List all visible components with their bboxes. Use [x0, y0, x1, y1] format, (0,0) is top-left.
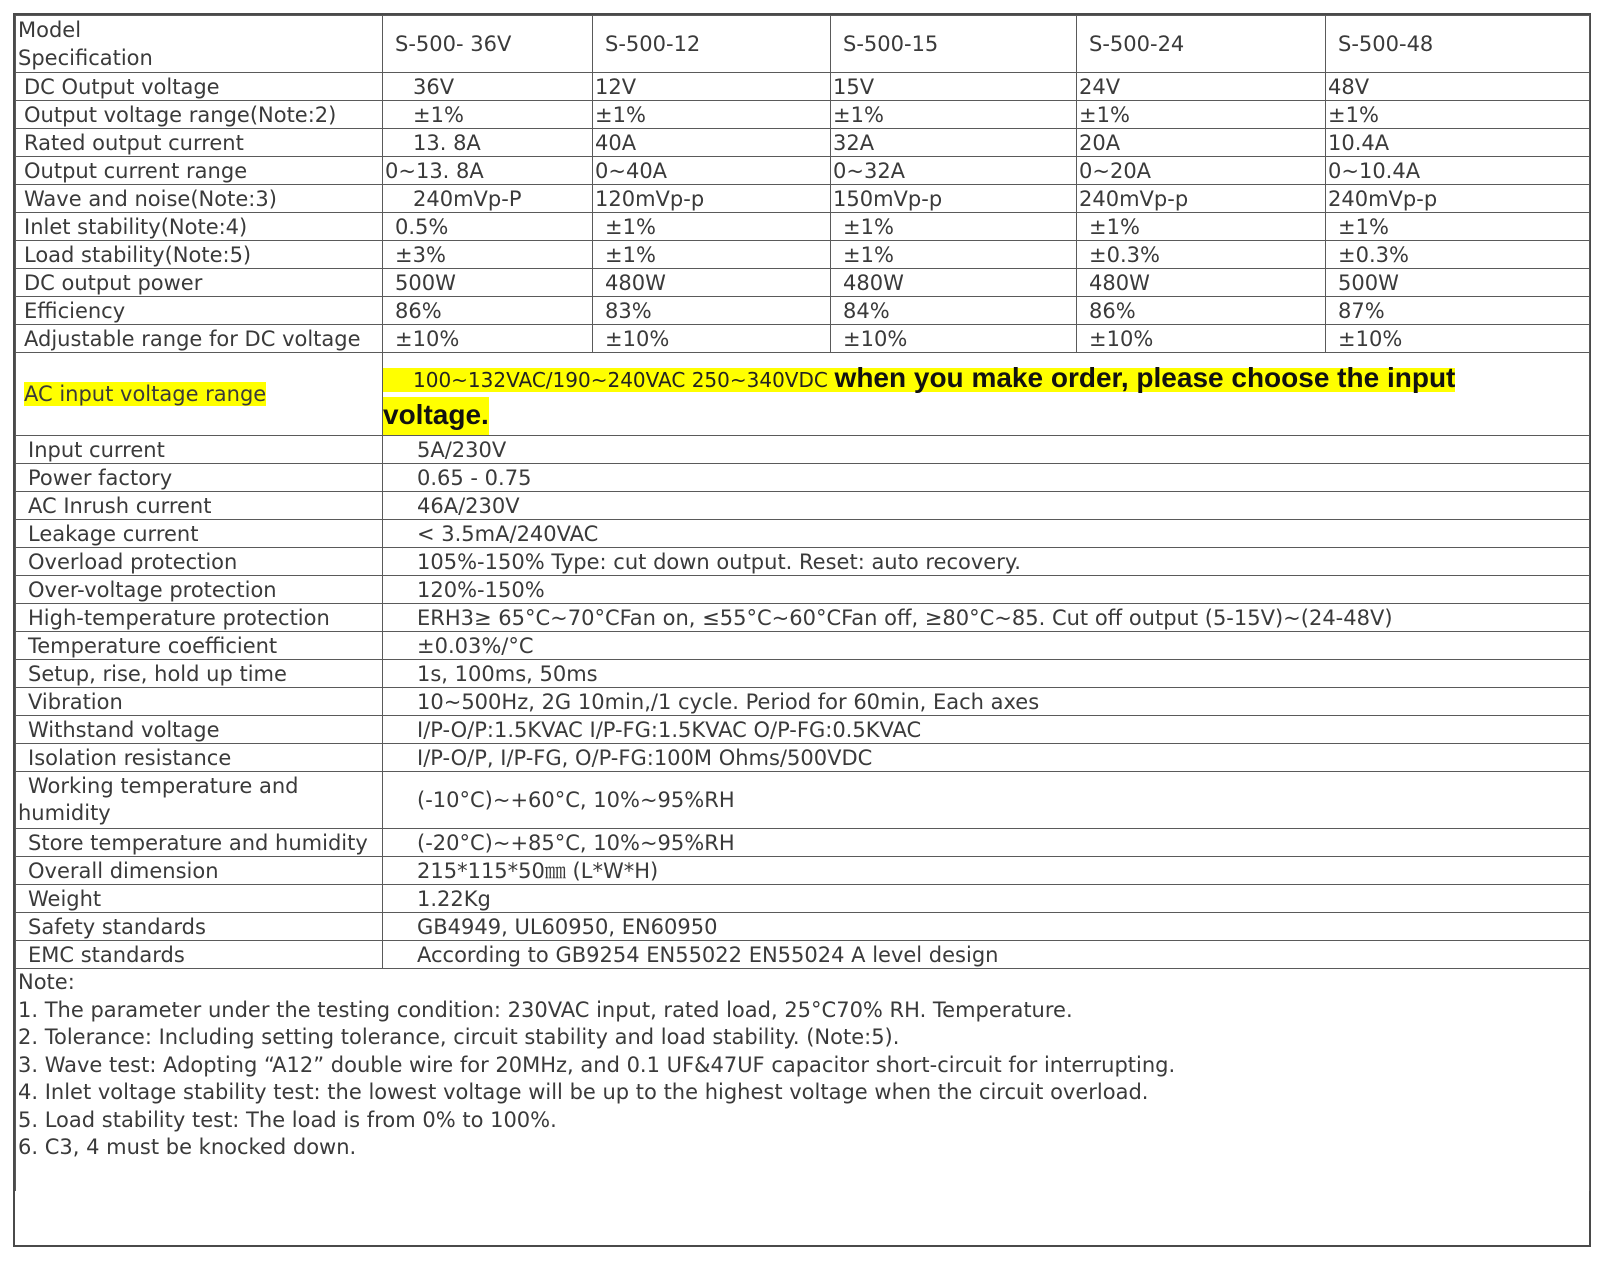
- spec-label: Output voltage range(Note:2): [16, 101, 383, 129]
- spec-value: 10.4A: [1326, 129, 1590, 157]
- spec-label: Overload protection: [16, 548, 383, 576]
- spec-label: Power factory: [16, 464, 383, 492]
- ac-input-highlight: [383, 362, 1456, 393]
- spec-value: I/P-O/P:1.5KVAC I/P-FG:1.5KVAC O/P-FG:0.5KVAC: [383, 716, 1590, 744]
- common-spec-row: [16, 829, 1590, 857]
- spec-label: Input current: [16, 436, 383, 464]
- spec-value: ±1%: [831, 213, 1077, 241]
- spec-table: [15, 15, 1590, 1191]
- model-spec-row: [16, 241, 1590, 269]
- spec-value: ±1%: [593, 241, 831, 269]
- notes-title: Note:: [18, 970, 75, 994]
- spec-value: 0~10.4A: [1326, 157, 1590, 185]
- spec-value: 120%-150%: [383, 576, 1590, 604]
- corner-cell: Model Specification: [16, 16, 383, 73]
- order-notice-end: voltage.: [383, 399, 489, 430]
- common-spec-row: [16, 885, 1590, 913]
- spec-label: Output current range: [16, 157, 383, 185]
- model-header: S-500-48: [1326, 16, 1590, 73]
- spec-label: EMC standards: [16, 941, 383, 969]
- spec-value: ±0.3%: [1326, 241, 1590, 269]
- spec-value: 120mVp-p: [593, 185, 831, 213]
- common-spec-row: [16, 548, 1590, 576]
- spec-label: Over-voltage protection: [16, 576, 383, 604]
- spec-value: 13. 8A: [383, 129, 593, 157]
- common-spec-row: [16, 857, 1590, 885]
- spec-value: ±10%: [831, 325, 1077, 353]
- header-row: [16, 16, 1590, 73]
- spec-value: ±1%: [593, 213, 831, 241]
- model-header: S-500-15: [831, 16, 1077, 73]
- spec-value: ±10%: [593, 325, 831, 353]
- notes-row: [16, 969, 1590, 1192]
- spec-value: 500W: [383, 269, 593, 297]
- spec-value: ±1%: [831, 241, 1077, 269]
- common-spec-row: [16, 772, 1590, 829]
- spec-value: 105%-150% Type: cut down output. Reset: auto recovery.: [383, 548, 1590, 576]
- spec-value: ERH3≥ 65°C~70°CFan on, ≤55°C~60°CFan off, ≥80°C~85. Cut off output (5-15V)~(24-48V): [383, 604, 1590, 632]
- order-notice: when you make order, please choose the input: [834, 362, 1456, 393]
- model-header: S-500- 36V: [383, 16, 593, 73]
- spec-label: Leakage current: [16, 520, 383, 548]
- spec-value: ±10%: [1326, 325, 1590, 353]
- spec-label: Setup, rise, hold up time: [16, 660, 383, 688]
- spec-label: Working temperature and humidity: [16, 772, 383, 829]
- note-item: 6. C3, 4 must be knocked down.: [18, 1135, 357, 1159]
- spec-label: DC Output voltage: [16, 73, 383, 101]
- spec-value: GB4949, UL60950, EN60950: [383, 913, 1590, 941]
- notes-cell: [16, 969, 1590, 1192]
- spec-label: Store temperature and humidity: [16, 829, 383, 857]
- spec-value: 240mVp-P: [383, 185, 593, 213]
- spec-label: Weight: [16, 885, 383, 913]
- spec-value: ±10%: [1077, 325, 1326, 353]
- common-spec-row: [16, 941, 1590, 969]
- ac-input-line: [383, 361, 1589, 397]
- model-spec-row: [16, 185, 1590, 213]
- spec-sheet: [13, 13, 1591, 1247]
- order-notice-cont: [383, 397, 489, 435]
- spec-value: 84%: [831, 297, 1077, 325]
- spec-value: 86%: [1077, 297, 1326, 325]
- model-spec-row: [16, 213, 1590, 241]
- note-item: 2. Tolerance: Including setting tolerance, circuit stability and load stability. (Note:5).: [18, 1025, 900, 1049]
- ac-input-value: [383, 353, 1590, 436]
- spec-label: DC output power: [16, 269, 383, 297]
- model-spec-row: [16, 269, 1590, 297]
- spec-value: I/P-O/P, I/P-FG, O/P-FG:100M Ohms/500VDC: [383, 744, 1590, 772]
- spec-value: 48V: [1326, 73, 1590, 101]
- spec-value: 40A: [593, 129, 831, 157]
- notes: [16, 969, 1589, 1162]
- spec-value: 12V: [593, 73, 831, 101]
- spec-value: 215*115*50㎜ (L*W*H): [383, 857, 1590, 885]
- common-spec-row: [16, 716, 1590, 744]
- common-spec-row: [16, 436, 1590, 464]
- spec-value: 0.65 - 0.75: [383, 464, 1590, 492]
- common-spec-row: [16, 632, 1590, 660]
- model-spec-row: [16, 157, 1590, 185]
- spec-label: Safety standards: [16, 913, 383, 941]
- model-spec-row: [16, 325, 1590, 353]
- spec-label: Overall dimension: [16, 857, 383, 885]
- spec-value: 480W: [831, 269, 1077, 297]
- spec-value: ±1%: [1326, 101, 1590, 129]
- spec-value: 1.22Kg: [383, 885, 1590, 913]
- spec-label: Adjustable range for DC voltage: [16, 325, 383, 353]
- spec-value: ±1%: [1077, 213, 1326, 241]
- spec-value: 150mVp-p: [831, 185, 1077, 213]
- model-header: S-500-24: [1077, 16, 1326, 73]
- spec-label: Efficiency: [16, 297, 383, 325]
- spec-value: 32A: [831, 129, 1077, 157]
- spec-value: (-10°C)~+60°C, 10%~95%RH: [383, 772, 1590, 829]
- ac-voltage-range: 100~132VAC/190~240VAC 250~340VDC: [413, 368, 828, 392]
- spec-label: Rated output current: [16, 129, 383, 157]
- spec-label: Isolation resistance: [16, 744, 383, 772]
- spec-value: 0.5%: [383, 213, 593, 241]
- spec-value: 0~40A: [593, 157, 831, 185]
- spec-value: 15V: [831, 73, 1077, 101]
- spec-value: 87%: [1326, 297, 1590, 325]
- spec-value: 0~20A: [1077, 157, 1326, 185]
- spec-value: 36V: [383, 73, 593, 101]
- spec-label: Load stability(Note:5): [16, 241, 383, 269]
- spec-label: Withstand voltage: [16, 716, 383, 744]
- spec-value: ±0.3%: [1077, 241, 1326, 269]
- common-spec-row: [16, 913, 1590, 941]
- common-spec-row: [16, 744, 1590, 772]
- model-header: S-500-12: [593, 16, 831, 73]
- common-spec-row: [16, 604, 1590, 632]
- spec-value: 240mVp-p: [1326, 185, 1590, 213]
- spec-value: 0~32A: [831, 157, 1077, 185]
- spec-value: < 3.5mA/240VAC: [383, 520, 1590, 548]
- model-spec-row: [16, 101, 1590, 129]
- spec-label: AC Inrush current: [16, 492, 383, 520]
- spec-value: ±1%: [1326, 213, 1590, 241]
- spec-value: 10~500Hz, 2G 10min,/1 cycle. Period for 60min, Each axes: [383, 688, 1590, 716]
- spec-value: 5A/230V: [383, 436, 1590, 464]
- model-spec-row: [16, 297, 1590, 325]
- spec-value: 20A: [1077, 129, 1326, 157]
- spec-value: 1s, 100ms, 50ms: [383, 660, 1590, 688]
- spec-value: 46A/230V: [383, 492, 1590, 520]
- spec-value: 0~13. 8A: [383, 157, 593, 185]
- note-item: 5. Load stability test: The load is from 0% to 100%.: [18, 1107, 557, 1132]
- note-item: 3. Wave test: Adopting “A12” double wire for 20MHz, and 0.1 UF&47UF capacitor short-circuit for interrupting.: [18, 1052, 1176, 1077]
- note-item: 1. The parameter under the testing condition: 230VAC input, rated load, 25°C70% RH. Temperature.: [18, 997, 1073, 1022]
- spec-value: 24V: [1077, 73, 1326, 101]
- spec-value: 480W: [593, 269, 831, 297]
- spec-label: High-temperature protection: [16, 604, 383, 632]
- spec-value: (-20°C)~+85°C, 10%~95%RH: [383, 829, 1590, 857]
- common-spec-row: [16, 464, 1590, 492]
- spec-value: According to GB9254 EN55022 EN55024 A level design: [383, 941, 1590, 969]
- spec-label: Temperature coefficient: [16, 632, 383, 660]
- ac-input-label: AC input voltage range: [24, 382, 267, 406]
- spec-value: ±1%: [831, 101, 1077, 129]
- spec-value: ±1%: [383, 101, 593, 129]
- spec-value: 480W: [1077, 269, 1326, 297]
- model-spec-row: [16, 129, 1590, 157]
- spec-value: 500W: [1326, 269, 1590, 297]
- spec-label: Vibration: [16, 688, 383, 716]
- spec-value: 86%: [383, 297, 593, 325]
- common-spec-row: [16, 576, 1590, 604]
- spec-value: ±10%: [383, 325, 593, 353]
- ac-input-label-cell: [16, 353, 383, 436]
- spec-value: ±3%: [383, 241, 593, 269]
- spec-value: ±1%: [593, 101, 831, 129]
- spec-value: 83%: [593, 297, 831, 325]
- spec-value: ±1%: [1077, 101, 1326, 129]
- ac-input-row: [16, 353, 1590, 436]
- common-spec-row: [16, 688, 1590, 716]
- model-spec-row: [16, 73, 1590, 101]
- spec-value: ±0.03%/°C: [383, 632, 1590, 660]
- common-spec-row: [16, 520, 1590, 548]
- common-spec-row: [16, 492, 1590, 520]
- common-spec-row: [16, 660, 1590, 688]
- spec-label: Wave and noise(Note:3): [16, 185, 383, 213]
- note-item: 4. Inlet voltage stability test: the lowest voltage will be up to the highest voltage when the circuit overload.: [18, 1080, 1149, 1104]
- spec-label: Inlet stability(Note:4): [16, 213, 383, 241]
- spec-value: 240mVp-p: [1077, 185, 1326, 213]
